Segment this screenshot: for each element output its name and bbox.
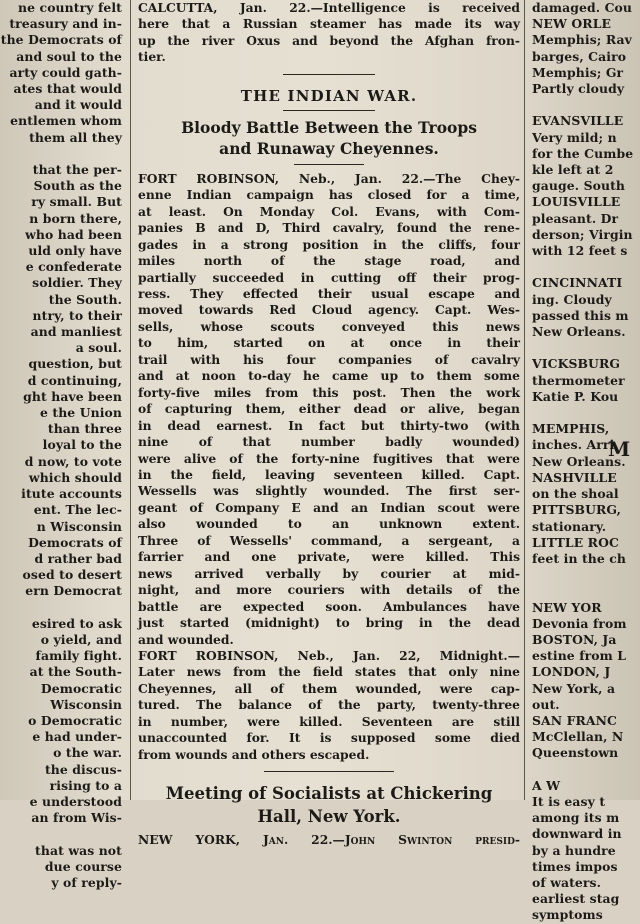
left-column-line	[0, 146, 124, 162]
right-column-line: earliest stag	[532, 891, 620, 907]
left-column-line: South as the	[33, 178, 122, 194]
article-line: sells, whose scouts conveyed this news	[138, 318, 520, 334]
left-column-line: ry small. But	[31, 194, 122, 210]
meeting-title-line1: Meeting of Socialists at Chickering	[165, 784, 493, 804]
left-column-line: the discus-	[44, 761, 122, 777]
article-title	[138, 117, 520, 159]
right-column-line: among its m	[532, 810, 620, 826]
meeting-title-line2: Hall, New York.	[257, 807, 401, 827]
calcutta-dispatch	[138, 0, 520, 66]
left-column-line: an from Wis-	[31, 810, 122, 826]
right-column-line: New Orleans.	[532, 453, 626, 469]
left-column-line: soldier. They	[32, 275, 122, 291]
section-rule-top	[283, 74, 375, 75]
right-column-line: for the Cumbe	[532, 145, 634, 161]
article-paragraph-2	[138, 648, 520, 763]
left-column-line: the South.	[48, 291, 122, 307]
left-column-line: esired to ask	[31, 615, 122, 631]
article-line: ress. They effected their usual escape and	[138, 285, 520, 301]
article-line: just started (midnight) to bring in the dead	[138, 615, 520, 631]
left-column-line: loyal to the	[42, 437, 122, 453]
right-column-line: CINCINNATI	[532, 275, 623, 291]
right-column-line: derson; Virgin	[532, 226, 633, 242]
left-column-line: d rather bad	[34, 550, 122, 566]
dispatch-line: here that a Russian steamer has made its way	[138, 16, 520, 32]
article-line: in the field, leaving seventeen killed. Capt.	[138, 466, 520, 482]
right-column-line: with 12 feet s	[532, 243, 628, 259]
right-column-line: gauge. South	[532, 178, 626, 194]
right-column-line: kle left at 2	[532, 162, 614, 178]
left-column-line: d now, to vote	[24, 453, 122, 469]
left-column-line: o yield, and	[40, 631, 122, 647]
left-column-line: family fight.	[35, 648, 122, 664]
article-line: partially succeeded in cutting off their prog-	[138, 269, 520, 285]
right-column-line: LONDON, J	[532, 664, 611, 680]
article-line: were alive of the forty-nine fugitives that were	[138, 450, 520, 466]
left-column-line: them all they	[29, 129, 122, 145]
left-column-line: o the war.	[53, 745, 122, 761]
left-column-line	[0, 600, 124, 616]
article-line: unaccounted for. It is supposed some died	[138, 730, 520, 746]
article-line: in number, were killed. Seventeen are still	[138, 713, 520, 729]
right-column-line: symptoms	[532, 907, 603, 923]
article-line: farrier and one private, were killed. This	[138, 549, 520, 565]
right-column-line: Queenstown	[532, 745, 619, 761]
section-rule-bottom	[283, 110, 375, 111]
right-column-line: Partly cloudy	[532, 81, 625, 97]
column-rule-left	[130, 0, 131, 800]
right-column-line: pleasant. Dr	[532, 210, 619, 226]
article-line: in dead earnest. In fact but thirty-two (with	[138, 417, 520, 433]
left-column-line: rising to a	[49, 777, 122, 793]
right-column-line	[530, 405, 640, 421]
right-column-line	[530, 567, 640, 583]
column-rule-right	[524, 0, 525, 800]
left-column-line: entlemen whom	[10, 113, 122, 129]
article-line: also wounded to an unknown extent.	[138, 516, 520, 532]
article-line: to him, started on at once in their	[138, 335, 520, 351]
left-column-line: who had been	[25, 226, 122, 242]
article-line: night, and more couriers with details of the	[138, 582, 520, 598]
article-line: nine of that number badly wounded)	[138, 434, 520, 450]
right-column-line: BOSTON, Ja	[532, 631, 617, 647]
right-column-line: on the shoal	[532, 486, 619, 502]
left-column-line: than three	[47, 421, 122, 437]
article-line: panies B and D, Third cavalry, found the rene-	[138, 220, 520, 236]
left-column-line: at the South-	[29, 664, 122, 680]
right-column-line: EVANSVILLE	[532, 113, 624, 129]
right-column-line	[530, 340, 640, 356]
right-column-line: A W	[532, 777, 561, 793]
right-column-line: NEW YOR	[532, 599, 602, 615]
left-column-line: and soul to the	[16, 48, 122, 64]
right-column-line: out.	[532, 696, 560, 712]
article-line: FORT ROBINSON, Neb., Jan. 22, Midnight.—	[138, 647, 520, 663]
right-column-line: Memphis; Gr	[532, 64, 624, 80]
article-line: forty-five miles from this post. Then the work	[138, 384, 520, 400]
right-column-line: NEW ORLE	[532, 16, 612, 32]
right-column-line: New Orleans.	[532, 324, 626, 340]
meeting-first-line: NEW YORK, Jan. 22.—John Swinton presid-	[138, 832, 520, 848]
meeting-rule	[264, 771, 394, 772]
article-line: gades in a strong position in the cliffs, four	[138, 236, 520, 252]
left-column-line: e had under-	[32, 729, 122, 745]
left-column-line: e confederate	[25, 259, 122, 275]
left-column-line: treasury and in-	[9, 16, 122, 32]
left-column-line: ntry, to their	[32, 307, 122, 323]
article-line: trail with his four companies of cavalry	[138, 351, 520, 367]
left-column-line: Democratic	[40, 680, 122, 696]
article-rule	[294, 164, 364, 165]
left-column-line: uld only have	[28, 243, 122, 259]
right-column-line: times impos	[532, 858, 618, 874]
left-column-line: ne country felt	[18, 0, 122, 15]
left-column-line: that was not	[35, 842, 122, 858]
right-column-line: It is easy t	[532, 793, 606, 809]
right-column-line	[530, 762, 640, 778]
left-column-line	[0, 826, 124, 842]
right-column-line: damaged. Cou	[532, 0, 633, 15]
left-column-line: n Wisconsin	[36, 518, 122, 534]
article-line: and at noon to-day he came up to them some	[138, 368, 520, 384]
left-column-line: itute accounts	[21, 486, 122, 502]
left-column-line: ern Democrat	[25, 583, 122, 599]
right-column-line: Devonia from	[532, 615, 627, 631]
left-column-line: ates that would	[13, 81, 122, 97]
article-line: Later news from the field states that only nine	[138, 664, 520, 680]
article-paragraph-1	[138, 171, 520, 648]
right-column-line: VICKSBURG	[532, 356, 621, 372]
right-column-line	[530, 97, 640, 113]
left-column-line: osed to desert	[22, 567, 122, 583]
right-column-line: inches. Arri	[532, 437, 615, 453]
right-column-line: MEMPHIS,	[532, 421, 610, 437]
article-title-line2: and Runaway Cheyennes.	[219, 138, 439, 158]
right-column-line: passed this m	[532, 307, 629, 323]
right-column-line: stationary.	[532, 518, 607, 534]
left-column-line: Wisconsin	[50, 696, 122, 712]
left-column-line: ght have been	[23, 388, 122, 404]
left-column-line: d continuing,	[27, 372, 122, 388]
left-column-line: and it would	[34, 97, 122, 113]
right-column	[530, 0, 640, 924]
right-column-line: New York, a	[532, 680, 616, 696]
article-line: moved towards Red Cloud agency. Capt. Wes-	[138, 302, 520, 318]
article-line: battle are expected soon. Ambulances have	[138, 598, 520, 614]
article-title-line1: Bloody Battle Between the Troops	[181, 117, 477, 137]
article-line: news arrived verbally by courier at mid-	[138, 565, 520, 581]
right-column-line	[530, 583, 640, 599]
article-line: Three of Wessells' command, a sergeant, a	[138, 532, 520, 548]
meeting-title	[138, 782, 520, 828]
article-line: Cheyennes, all of them wounded, were cap-	[138, 680, 520, 696]
right-column-line: LOUISVILLE	[532, 194, 621, 210]
right-column-line: Katie P. Kou	[532, 388, 619, 404]
right-column-line: SAN FRANC	[532, 712, 617, 728]
article-line: geant of Company E and an Indian scout were	[138, 499, 520, 515]
right-column-line: thermometer	[532, 372, 625, 388]
section-title: THE INDIAN WAR.	[240, 86, 418, 105]
right-column-line	[530, 259, 640, 275]
right-column-line: feet in the ch	[532, 550, 627, 566]
left-column-line: question, but	[28, 356, 122, 372]
article-line: miles north of the stage road, and	[138, 253, 520, 269]
right-column-line: of waters.	[532, 874, 602, 890]
left-column-line: a soul.	[75, 340, 122, 356]
article-line: enne Indian campaign has closed for a time,	[138, 187, 520, 203]
left-column-line: y of reply-	[51, 874, 122, 890]
left-column-line: the Democrats of	[0, 32, 122, 48]
left-column-line: Democrats of	[28, 534, 122, 550]
right-column-line: Memphis; Rav	[532, 32, 632, 48]
right-column-line: ing. Cloudy	[532, 291, 612, 307]
article-line: at least. On Monday Col. Evans, with Com-	[138, 203, 520, 219]
right-column-line: Very mild; n	[532, 129, 617, 145]
left-column-line: n born there,	[29, 210, 122, 226]
right-column-line: estine from L	[532, 648, 627, 664]
right-column-line: NASHVILLE	[532, 469, 617, 485]
right-column-line: LITTLE ROC	[532, 534, 619, 550]
article-line: Wessells was slightly wounded. The first ser-	[138, 483, 520, 499]
left-column-line: arty could gath-	[9, 64, 122, 80]
dispatch-line: CALCUTTA, Jan. 22.—Intelligence is received	[138, 0, 520, 15]
dispatch-line: tier.	[138, 49, 166, 65]
right-column-line: barges, Cairo	[532, 48, 627, 64]
left-column-line: o Democratic	[28, 712, 122, 728]
left-column	[0, 0, 124, 891]
right-column-line: PITTSBURG,	[532, 502, 622, 518]
right-column-line: downward in	[532, 826, 622, 842]
left-column-line: that the per-	[32, 162, 122, 178]
article-line: from wounds and others escaped.	[138, 746, 370, 762]
article-line: of capturing them, either dead or alive, began	[138, 401, 520, 417]
left-column-line: due course	[44, 858, 122, 874]
article-line: and wounded.	[138, 631, 234, 647]
left-column-line: e the Union	[39, 405, 122, 421]
center-column	[138, 0, 520, 849]
dispatch-line: up the river Oxus and beyond the Afghan fron-	[138, 32, 520, 48]
left-column-line: e understood	[29, 793, 122, 809]
article-line: tured. The balance of the party, twenty-three	[138, 697, 520, 713]
right-section-letter: M	[608, 437, 631, 461]
left-column-line: which should	[28, 469, 122, 485]
left-column-line: ent. The lec-	[33, 502, 122, 518]
left-column-line: and manliest	[30, 324, 122, 340]
right-column-line: McClellan, N	[532, 729, 624, 745]
article-line: FORT ROBINSON, Neb., Jan. 22.—The Chey-	[138, 170, 520, 186]
right-column-line: by a hundre	[532, 842, 616, 858]
